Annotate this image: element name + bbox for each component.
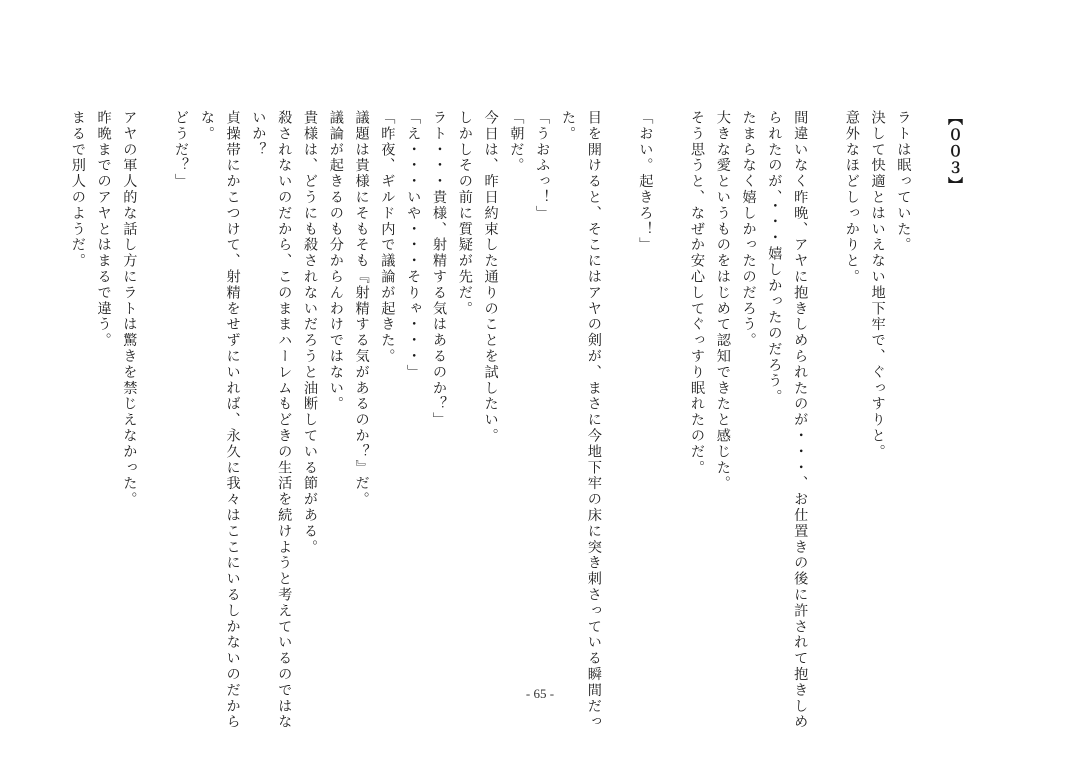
text-line: 議題は貴様にそもそも『射精する気があるのか？』だ。 [353,110,370,508]
page-number: ‐ 65 ‐ [525,686,555,701]
text-line: 今日は、昨日約束した通りのことを試したい。 [482,110,499,444]
text-line: 貴様は、どうにも殺されないだろうと油断している節がある。 [302,110,318,556]
text-line: ラトは眠っていた。 [895,110,912,254]
text-line: られたのが、・・・嬉しかったのだろう。 [766,110,783,405]
text-line: 意外なほどしっかりと。 [843,110,860,285]
text-line: そう思うと、なぜか安心してぐっすり眠れたのだ。 [689,110,705,476]
text-line: 目を開けると、そこにはアヤの剣が、まさに今地下牢の床に突き刺さっている瞬間だっ [585,110,602,731]
text-line: 昨晩までのアヤとはまるで違う。 [95,110,112,349]
text-line: いか？ [250,110,267,158]
text-line: 「うおふっ！」 [534,110,551,222]
text-line: たまらなく嬉しかったのだろう。 [740,110,757,349]
text-line: な。 [198,110,215,142]
text-line: 殺されないのだから、このままハーレムもどきの生活を続けようと考えているのではな [276,110,293,731]
text-line: 議論が起きるのも分からんわけではない。 [327,110,344,413]
text-line: 貞操帯にかこつけて、射精をせずにいれば、永久に我々はここにいるしかないのだから [224,110,241,731]
text-line: アヤの軍人的な話し方にラトは驚きを禁じえなかった。 [121,110,138,508]
text-line: 間違いなく昨晩、アヤに抱きしめられたのが・・・、お仕置きの後に許されて抱きしめ [792,110,809,731]
chapter-heading: 【００３】 [946,110,964,194]
text-line: ラト・・・貴様、射精する気はあるのか？」 [431,110,447,428]
text-line: 「おい。起きろ！」 [637,110,654,254]
text-line: 大きな愛というものをはじめて認知できたと感じた。 [714,110,731,492]
text-line: まるで別人のようだ。 [69,110,86,269]
text-line: しかしその前に質疑が先だ。 [456,110,473,317]
text-line: 「昨夜、ギルド内で議論が起きた。 [379,110,396,365]
text-line: どうだ？」 [173,110,189,190]
text-line: 決して快適とはいえない地下牢で、ぐっすりと。 [869,110,886,460]
text-line: た。 [560,110,576,142]
text-line: 「え・・・いや・・・そりゃ・・・」 [405,110,422,381]
text-line: 「朝だ。 [508,110,525,174]
